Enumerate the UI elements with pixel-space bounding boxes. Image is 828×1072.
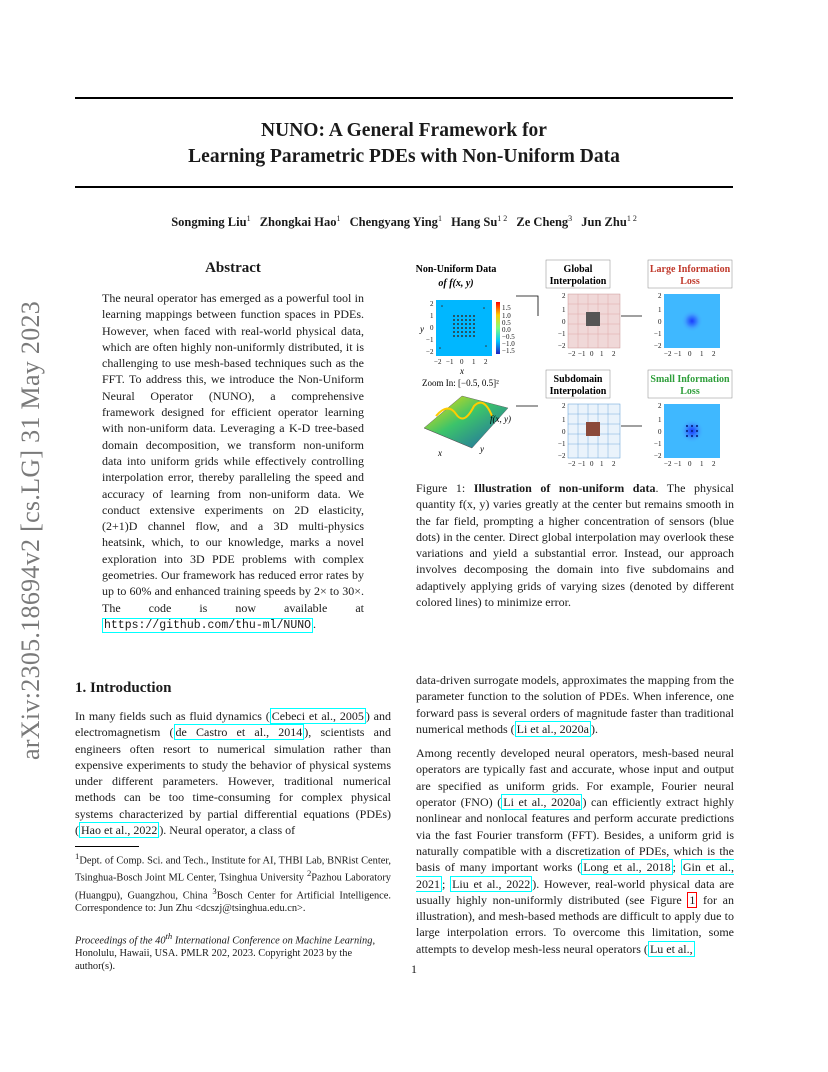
intro-paragraph-2: data-driven surrogate models, approximates the mapping from the parameter function to the solution of PDEs. When inference, one forward pass is several orders of magnitude faster than traditional numerical methods ( Li et al., 2020a ). <box>416 673 734 736</box>
svg-text:2: 2 <box>562 292 566 300</box>
top-rule <box>75 97 733 99</box>
author: Songming Liu$^1$ <box>171 214 251 230</box>
small-loss-title: Small Information <box>650 374 730 385</box>
colorbar-ticks <box>502 304 515 355</box>
svg-text:−2: −2 <box>558 452 566 460</box>
svg-text:0: 0 <box>460 358 464 366</box>
svg-text:−2: −2 <box>558 342 566 350</box>
abstract-heading: Abstract <box>205 260 261 276</box>
svg-text:1: 1 <box>600 350 604 358</box>
svg-text:−1: −1 <box>578 350 586 358</box>
global-title: Global <box>563 264 593 275</box>
right-column-text <box>416 672 734 965</box>
colorbar <box>496 302 500 354</box>
svg-text:−1: −1 <box>446 358 454 366</box>
svg-text:1.0: 1.0 <box>502 312 511 320</box>
svg-text:1: 1 <box>562 416 566 424</box>
large-loss-subtitle: Loss <box>680 276 700 287</box>
svg-text:−2: −2 <box>654 342 662 350</box>
svg-text:0: 0 <box>688 460 692 468</box>
citation-link[interactable]: de Castro et al., 2014 <box>175 725 303 740</box>
figure-reference-link[interactable]: 1 <box>689 892 696 907</box>
left-y-ticks <box>426 300 434 356</box>
page-number: 1 <box>411 962 417 976</box>
svg-text:−1: −1 <box>674 350 682 358</box>
abstract-body: The neural operator has emerged as a powerful tool in learning mappings between function spaces in PDEs. However, when faced with real-world physical data, which are often highly non-uniformly distributed, it is challenging to use mesh-based techniques such as the FFT. To address this, we introduce the Non-Uniform Neural Operator (NUNO), a comprehensive framework designed for efficient operator learning with non-uniform data. Leveraging a K-D tree-based domain decomposition, we transform non-uniform data into uniform grids while effectively controlling interpolation error, thereby paralleling the speed and accuracy of learning from non-uniform data. We conduct extensive experiments on 2D elasticity, (2+1)D channel flow, and a 3D multi-physics heatsink, which, to our knowledge, marks a novel exploration into 3D PDE problems with complex geometries. Our framework has reduced error rates by up to 60% and enhanced training speeds by 2× to 30×. The code is now available at https://github.com/thu-ml/NUNO . <box>102 291 364 632</box>
author: Hang $Su^{1 2}$ <box>451 214 508 230</box>
subdomain-title: Subdomain <box>553 374 603 385</box>
global-subtitle: Interpolation <box>549 276 607 287</box>
subdomain-subtitle: Interpolation <box>549 386 607 397</box>
svg-text:1: 1 <box>658 416 662 424</box>
svg-text:0.0: 0.0 <box>502 326 511 334</box>
author-list <box>75 214 733 230</box>
small-loss-dots <box>686 425 698 437</box>
svg-text:1: 1 <box>562 306 566 314</box>
intro-paragraph-3: Among recently developed neural operators, mesh-based neural operators are typically fast and accurate, whose input and output are specified as uniform grids. For example, Fourier neural operator (FNO) ( Li et al., 2020a ) can efficiently extract highly nonlinear and nonlocal features and perform accurate predictions via the fast Fourier transform (FFT). Besides, a uniform grid is naturally compatible with a discretization of PDEs, which is the basis of many important works ( Long et al., 2018 ; Gin et al., 2021 ; Liu et al., 2022 ). However, real-world physical data are usually highly non-uniformly distributed (see Figure 1 for an illustration), and mesh-based methods are difficult to apply due to large interpolation errors. To overcome this limitation, some attempts to develop mesh-less neural operators ( Lu et al., <box>416 746 734 956</box>
left-x-ticks <box>434 358 488 366</box>
svg-text:1: 1 <box>600 460 604 468</box>
citation-link[interactable]: Liu et al., 2022 <box>452 876 531 891</box>
svg-text:−1: −1 <box>558 330 566 338</box>
citation-link[interactable]: Cebeci et al., 2005 <box>271 709 364 723</box>
svg-text:−2: −2 <box>654 452 662 460</box>
surface-label: f(x, y) <box>490 414 511 424</box>
svg-text:−1: −1 <box>558 440 566 448</box>
affiliation-footnote: $^1$Dept. of Comp. Sci. and Tech., Institute for AI, THBI Lab, BNRist Center, Tsinghua-Bosch Joint ML Center, Tsinghua University $^2$Pazhou Laboratory (Huangpu), Guangzhou, China $^3$Bosch Center for Artificial Intelligence. Correspondence to: Jun Zhu <dcszj@tsinghua.edu.cn>. <box>75 851 391 915</box>
svg-text:−1: −1 <box>674 460 682 468</box>
svg-text:1: 1 <box>700 460 704 468</box>
svg-text:2: 2 <box>484 358 488 366</box>
svg-text:−1: −1 <box>426 336 434 344</box>
svg-text:2: 2 <box>658 402 662 410</box>
svg-text:1: 1 <box>700 350 704 358</box>
svg-text:2: 2 <box>612 460 616 468</box>
zoom-label: Zoom In: [−0.5, 0.5]² <box>422 378 499 388</box>
author: Zhongkai Hao$^1$ <box>259 214 341 230</box>
svg-text:0: 0 <box>590 350 594 358</box>
arrow-global <box>516 296 538 316</box>
figure-graphic <box>416 256 734 472</box>
large-loss-title: Large Information <box>649 264 731 275</box>
title-bottom-rule <box>75 186 733 188</box>
svg-text:−2: −2 <box>568 350 576 358</box>
author: Ze Cheng$^3$ <box>516 214 573 230</box>
global-center-block <box>586 312 600 326</box>
author: Chengyang Ying$^1$ <box>349 214 442 230</box>
svg-text:−1.0: −1.0 <box>502 340 515 348</box>
citation-link[interactable]: Gin et al., 2021 <box>416 860 734 891</box>
y-axis-label: y <box>420 324 424 334</box>
surface-x-label: x <box>438 448 442 458</box>
panel-nonuniform-title: Non-Uniform Data <box>416 264 497 275</box>
citation-link[interactable]: Hao et al., 2022 <box>81 823 158 838</box>
svg-text:−1: −1 <box>578 460 586 468</box>
citation-link[interactable]: Lu et al., <box>649 941 693 956</box>
svg-text:−0.5: −0.5 <box>502 333 515 341</box>
code-link[interactable]: https://github.com/thu-ml/NUNO <box>104 618 312 632</box>
x-axis-label: x <box>460 366 464 376</box>
svg-text:2: 2 <box>562 402 566 410</box>
arxiv-id: arXiv:2305.18694v2 [cs.LG] 31 May 2023 <box>16 300 45 760</box>
svg-text:0: 0 <box>430 324 434 332</box>
large-loss-blob <box>681 310 703 332</box>
proceedings-note: Proceedings of the 40th International Conference on Machine Learning, Honolulu, Hawaii, USA. PMLR 202, 2023. Copyright 2023 by the author(s). <box>75 931 376 973</box>
footnote-rule <box>75 846 139 847</box>
title-line-2: Learning Parametric PDEs with Non-Uniform Data <box>188 146 620 167</box>
figure-caption: Figure 1: Illustration of non-uniform data. The physical quantity f(x, y) varies greatly at the center but remains smooth in the far field, prompting a higher concentration of sensors (blue dots) in the center. Direct global interpolation may overlook these variations and yield a substantial error. Instead, our approach involves decomposing the domain into five subdomains and adaptively applying grids of varying sizes (denoted by different colored lines) to minimize error. <box>416 481 734 610</box>
citation-link[interactable]: Li et al., 2020a <box>516 721 589 736</box>
panel-nonuniform-subtitle: of f(x, y) <box>438 278 474 289</box>
citation-link[interactable]: Li et al., 2020a <box>503 795 581 810</box>
svg-text:−2: −2 <box>426 348 434 356</box>
section-heading-introduction: 1. Introduction <box>75 680 172 696</box>
svg-text:−2: −2 <box>664 460 672 468</box>
svg-text:2: 2 <box>712 350 716 358</box>
svg-text:−1: −1 <box>654 330 662 338</box>
svg-text:0: 0 <box>590 460 594 468</box>
svg-text:0: 0 <box>658 318 662 326</box>
svg-text:0: 0 <box>688 350 692 358</box>
paper-title <box>75 118 733 170</box>
svg-text:−1.5: −1.5 <box>502 347 515 355</box>
svg-text:0: 0 <box>658 428 662 436</box>
author: Jun Zhu$^{1 2}$ <box>581 214 637 230</box>
svg-text:2: 2 <box>712 460 716 468</box>
svg-text:−1: −1 <box>654 440 662 448</box>
intro-paragraph-1: In many fields such as fluid dynamics ( Cebeci et al., 2005 ) and electromagnetism ( de Castro et al., 2014 ), scientists and engineers often resort to numerical simulation rather than expensive experiments to study the behavior of physical systems under different parameters. However, traditional numerical methods can be too time-consuming for complex physical systems characterized by partial differential equations (PDEs) ( Hao et al., 2022 ). Neural operator, a class of <box>75 709 391 838</box>
svg-text:−2: −2 <box>434 358 442 366</box>
title-line-1: NUNO: A General Framework for <box>261 120 547 141</box>
svg-text:−2: −2 <box>664 350 672 358</box>
small-loss-subtitle: Loss <box>680 386 700 397</box>
svg-text:−2: −2 <box>568 460 576 468</box>
surface-y-label: y <box>480 444 484 454</box>
svg-text:1: 1 <box>472 358 476 366</box>
svg-text:0.5: 0.5 <box>502 319 511 327</box>
svg-text:1: 1 <box>658 306 662 314</box>
citation-link[interactable]: Long et al., 2018 <box>583 860 671 875</box>
subdomain-center-block <box>586 422 600 436</box>
svg-text:0: 0 <box>562 428 566 436</box>
svg-text:2: 2 <box>612 350 616 358</box>
figure-1 <box>416 256 734 472</box>
svg-text:2: 2 <box>658 292 662 300</box>
svg-text:1: 1 <box>430 312 434 320</box>
svg-text:0: 0 <box>562 318 566 326</box>
svg-text:1.5: 1.5 <box>502 304 511 312</box>
svg-text:2: 2 <box>430 300 434 308</box>
